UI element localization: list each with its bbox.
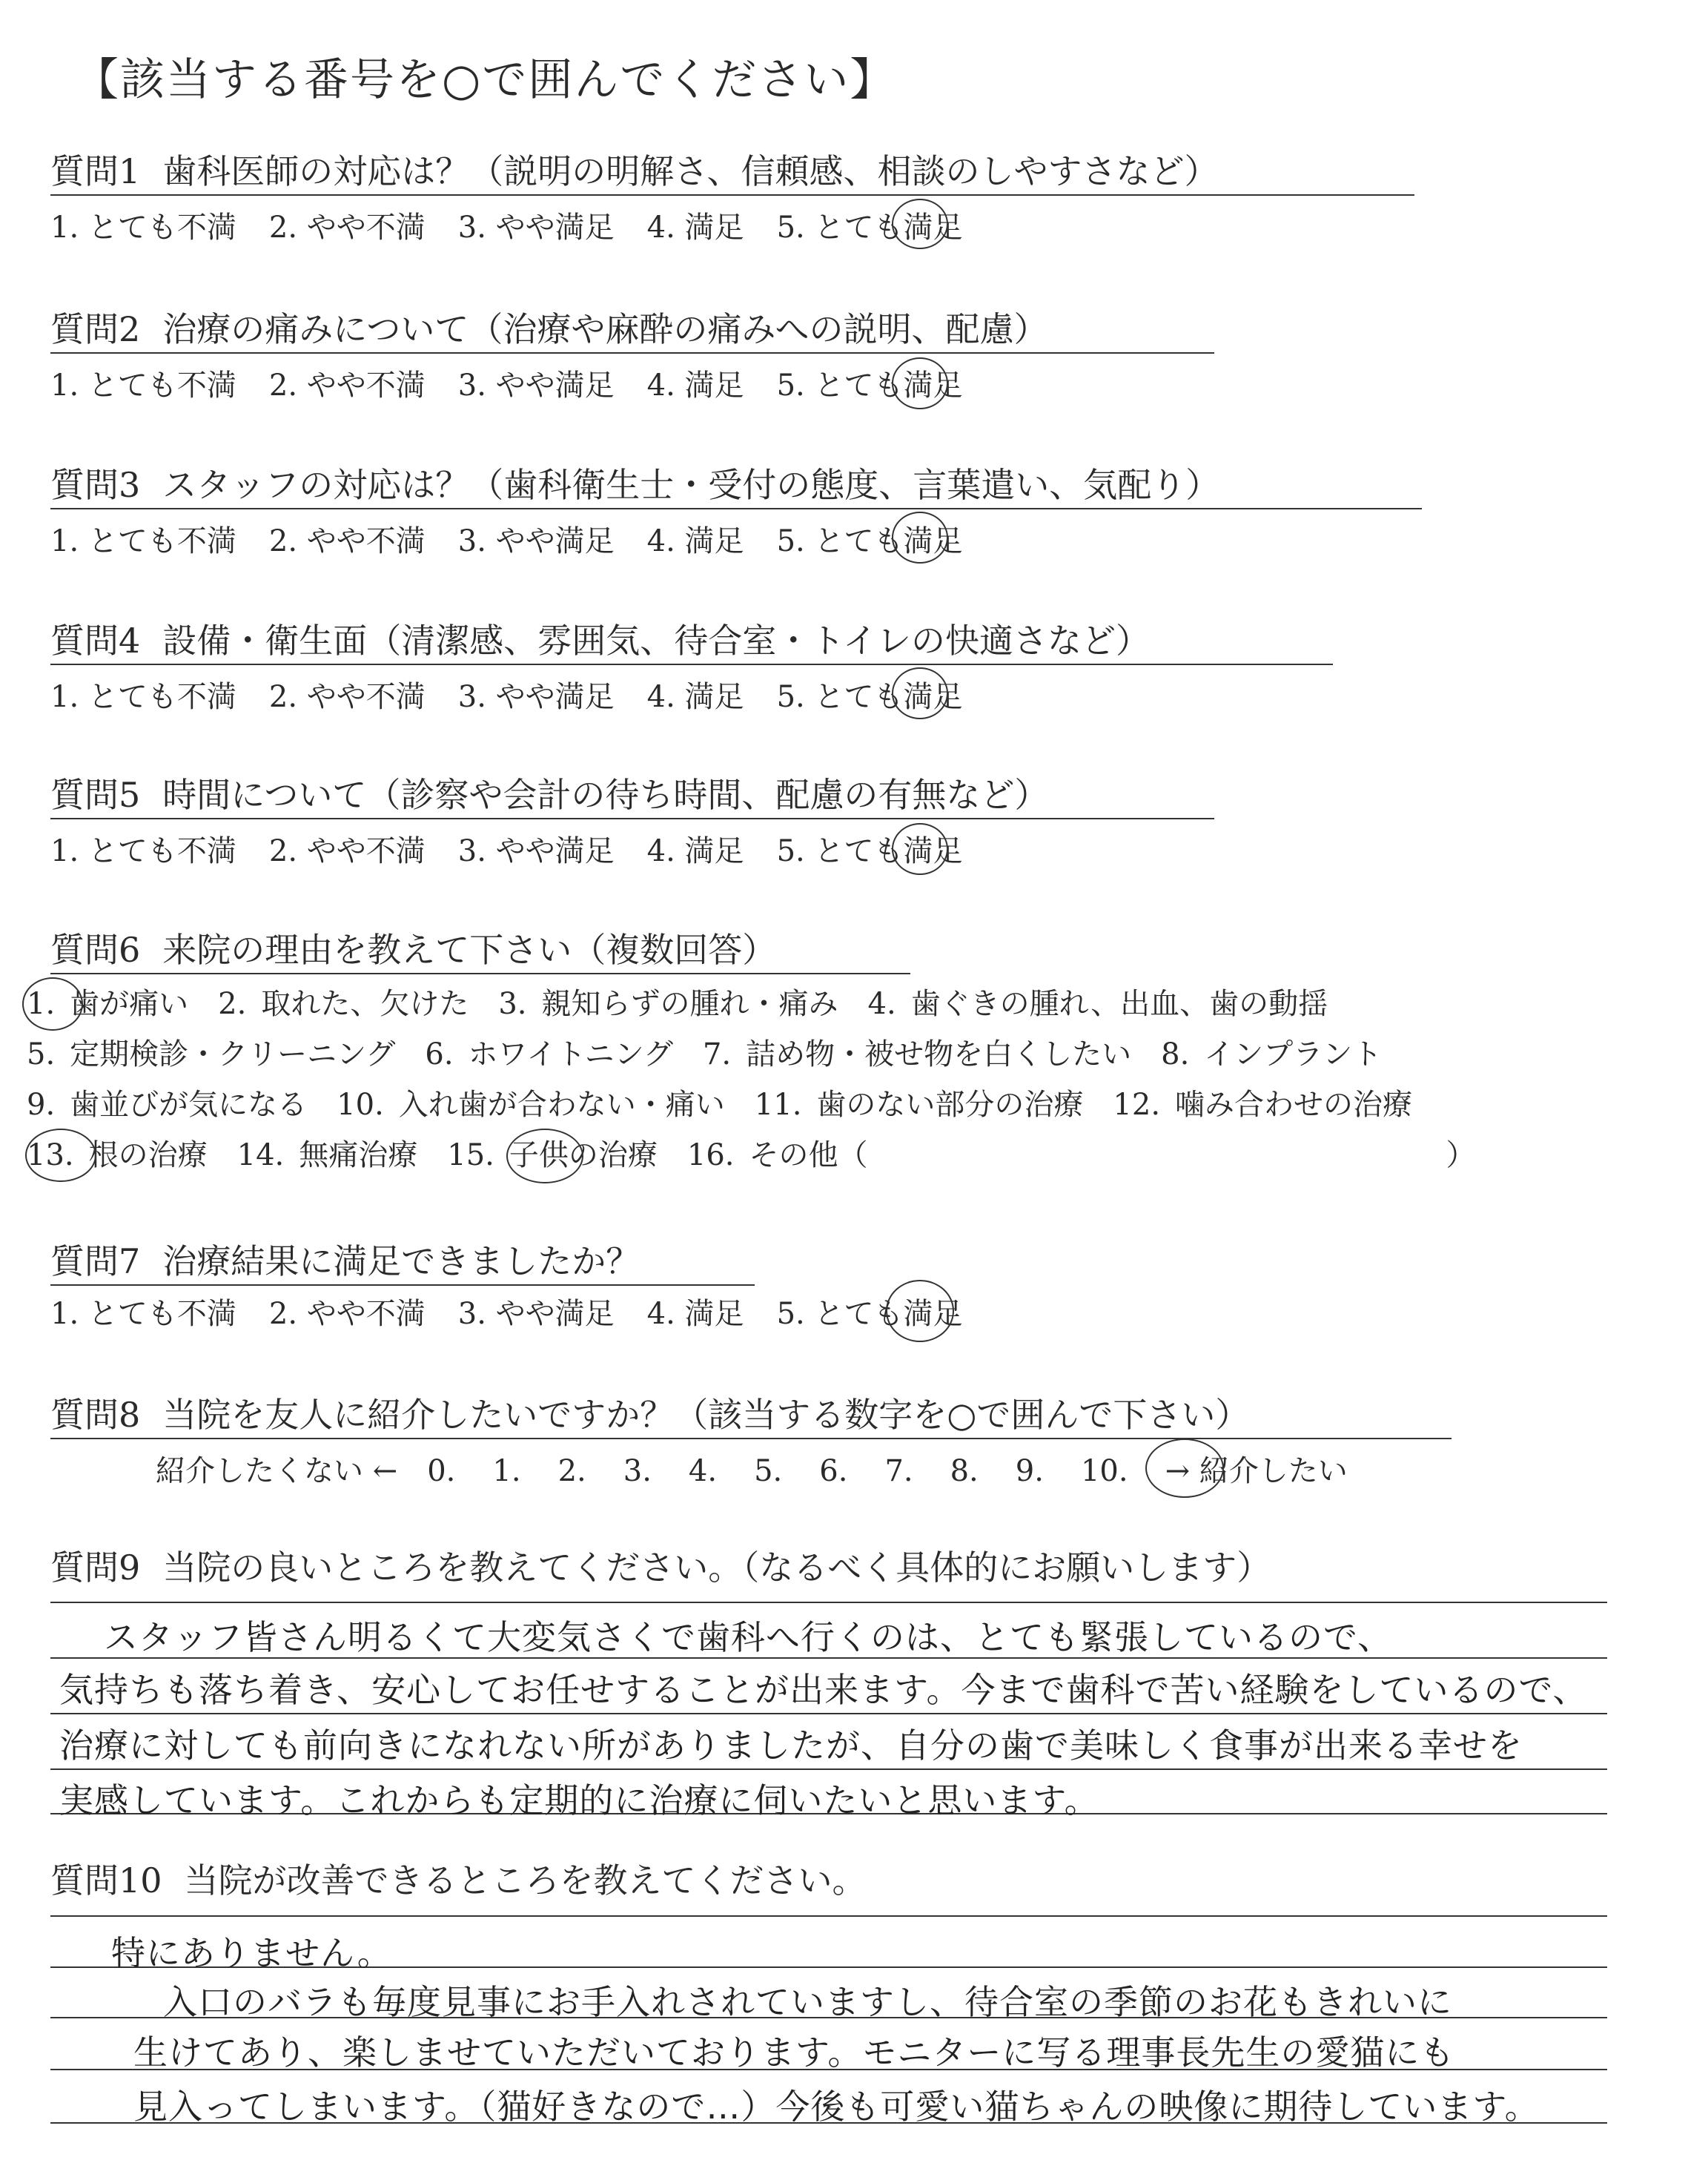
rating-options-q7	[50, 1290, 995, 1332]
reason-label[interactable]: 無痛治療	[299, 1138, 418, 1172]
reason-number[interactable]: 12.	[1113, 1088, 1161, 1122]
option-2[interactable]: 2. やや不満	[268, 834, 426, 868]
selection-circle	[1145, 1439, 1224, 1498]
reason-label[interactable]: その他（	[749, 1138, 868, 1172]
answer-text-q10-line3: 生けてあり、楽しませていただいております。モニターに写る理事長先生の愛猫にも	[133, 2032, 1455, 2073]
answer-text-q10-line1: 特にありません。	[111, 1933, 392, 1973]
option-2[interactable]: 2. やや不満	[268, 524, 426, 558]
option-2[interactable]: 2. やや不満	[268, 211, 426, 245]
scale-right-label: → 紹介したい	[1165, 1454, 1348, 1488]
scale-9[interactable]: 9.	[1015, 1454, 1044, 1488]
question-label: 質問3	[50, 465, 141, 505]
scale-5[interactable]: 5.	[754, 1454, 783, 1488]
rating-options-q4	[50, 673, 995, 716]
option-4[interactable]: 4. 満足	[646, 680, 744, 714]
question-10	[50, 1854, 867, 1903]
option-5[interactable]: 5. とても満足	[776, 369, 963, 403]
option-5[interactable]: 5. とても満足	[776, 680, 963, 714]
question-3	[50, 458, 1219, 507]
divider	[50, 664, 1333, 665]
question-label: 質問1	[50, 151, 141, 191]
reason-label[interactable]: 歯並びが気になる	[70, 1088, 308, 1122]
option-3[interactable]: 3. やや満足	[457, 524, 615, 558]
question-text: 当院の良いところを教えてください。（なるべく具体的にお願いします）	[162, 1548, 1271, 1588]
reason-number[interactable]: 13.	[27, 1138, 74, 1172]
question-9	[50, 1541, 1271, 1590]
option-3[interactable]: 3. やや満足	[457, 1297, 615, 1331]
divider	[50, 194, 1414, 196]
question-text: 当院が改善できるところを教えてください。	[184, 1860, 867, 1900]
reason-number[interactable]: 16.	[686, 1138, 735, 1172]
question-6	[50, 923, 776, 972]
question-label: 質問4	[50, 621, 141, 661]
option-5[interactable]: 5. とても満足	[776, 834, 963, 868]
divider	[50, 818, 1214, 819]
answer-text-q9-line2: 気持ちも落ち着き、安心してお任せすることが出来ます。今まで歯科で苦い経験をしているので、	[59, 1670, 1588, 1710]
answer-text-q10-line2: 入口のバラも毎度見事にお手入れされていますし、待合室の季節のお花もきれいに	[163, 1982, 1452, 2022]
reason-number[interactable]: 11.	[754, 1088, 802, 1122]
question-5	[50, 768, 1048, 817]
option-2[interactable]: 2. やや不満	[268, 680, 426, 714]
answer-text-q9-line1: スタッフ皆さん明るくて大変気さくで歯科へ行くのは、とても緊張しているので、	[104, 1617, 1393, 1657]
question-label: 質問8	[50, 1395, 141, 1435]
scale-10[interactable]: 10.	[1080, 1454, 1128, 1488]
question-7	[50, 1235, 640, 1284]
option-1[interactable]: 1. とても不満	[50, 211, 236, 245]
reasons-row-2	[27, 1031, 1411, 1073]
reason-number[interactable]: 8.	[1161, 1037, 1190, 1071]
selection-circle	[886, 1280, 954, 1342]
option-4[interactable]: 4. 満足	[646, 524, 744, 558]
question-label: 質問6	[50, 930, 141, 970]
option-4[interactable]: 4. 満足	[646, 1297, 744, 1331]
divider	[50, 1438, 1452, 1439]
answer-line	[50, 1768, 1607, 1770]
reasons-row-3	[27, 1081, 1442, 1123]
option-3[interactable]: 3. やや満足	[457, 834, 615, 868]
option-5[interactable]: 5. とても満足	[776, 524, 963, 558]
scale-3[interactable]: 3.	[623, 1454, 652, 1488]
question-text: 治療の痛みについて（治療や麻酔の痛みへの説明、配慮）	[162, 309, 1048, 349]
option-3[interactable]: 3. やや満足	[457, 680, 615, 714]
option-1[interactable]: 1. とても不満	[50, 1297, 236, 1331]
answer-line	[50, 1713, 1607, 1714]
question-label: 質問5	[50, 775, 141, 815]
reason-number[interactable]: 2.	[218, 987, 247, 1021]
option-4[interactable]: 4. 満足	[646, 834, 744, 868]
scale-0[interactable]: 0.	[427, 1454, 456, 1488]
scale-2[interactable]: 2.	[557, 1454, 586, 1488]
scale-4[interactable]: 4.	[688, 1454, 718, 1488]
reason-label[interactable]: 歯のない部分の治療	[816, 1088, 1084, 1122]
reason-label[interactable]: 入れ歯が合わない・痛い	[398, 1088, 725, 1122]
option-4[interactable]: 4. 満足	[646, 211, 744, 245]
reason-label[interactable]: 根の治療	[88, 1138, 208, 1172]
selection-circle	[892, 667, 948, 719]
reason-number[interactable]: 4.	[867, 987, 896, 1021]
scale-6[interactable]: 6.	[819, 1454, 848, 1488]
option-2[interactable]: 2. やや不満	[268, 369, 426, 403]
option-5[interactable]: 5. とても満足	[776, 1297, 963, 1331]
reason-number[interactable]: 10.	[337, 1088, 384, 1122]
reason-label[interactable]: 噛み合わせの治療	[1175, 1088, 1413, 1122]
question-label: 質問7	[50, 1241, 141, 1281]
reason-number[interactable]: 7.	[702, 1037, 732, 1071]
selection-circle	[892, 823, 948, 875]
option-1[interactable]: 1. とても不満	[50, 680, 236, 714]
question-label: 質問2	[50, 309, 141, 349]
rating-options-q3	[50, 518, 995, 560]
answer-text-q10-line4: 見入ってしまいます。（猫好きなので…）今後も可愛い猫ちゃんの映像に期待しています。	[133, 2087, 1540, 2127]
rating-options-q2	[50, 362, 995, 404]
reason-number[interactable]: 9.	[27, 1088, 56, 1122]
reason-label[interactable]: ホワイトニング	[468, 1037, 673, 1071]
reason-label[interactable]: 歯ぐきの腫れ、出血、歯の動揺	[910, 987, 1328, 1021]
reason-label[interactable]: 歯が痛い	[70, 987, 189, 1021]
reason-label[interactable]: 詰め物・被せ物を白くしたい	[746, 1037, 1132, 1071]
reason-number[interactable]: 15.	[447, 1138, 494, 1172]
reasons-row-4	[27, 1132, 1506, 1174]
option-1[interactable]: 1. とても不満	[50, 834, 236, 868]
divider	[50, 508, 1422, 509]
divider	[50, 1284, 755, 1286]
answer-text-q9-line4: 実感しています。これからも定期的に治療に伺いたいと思います。	[59, 1780, 1099, 1820]
question-4	[50, 614, 1150, 663]
question-text: 設備・衛生面（清潔感、雰囲気、待合室・トイレの快適さなど）	[162, 621, 1150, 661]
question-2	[50, 303, 1047, 351]
option-1[interactable]: 1. とても不満	[50, 369, 236, 403]
selection-circle	[506, 1129, 583, 1183]
scale-left-label: 紹介したくない ←	[156, 1454, 398, 1488]
option-3[interactable]: 3. やや満足	[457, 369, 615, 403]
reason-paren-close: ）	[1446, 1138, 1476, 1172]
question-text: 歯科医師の対応は？（説明の明解さ、信頼感、相談のしやすさなど）	[162, 151, 1219, 191]
reason-number[interactable]: 1.	[27, 987, 56, 1021]
question-text: 当院を友人に紹介したいですか？（該当する数字を○で囲んで下さい）	[162, 1395, 1250, 1435]
question-1	[50, 145, 1218, 194]
question-text: スタッフの対応は？（歯科衛生士・受付の態度、言葉遣い、気配り）	[162, 465, 1220, 505]
rating-options-q5	[50, 828, 995, 870]
page-title: 【該当する番号を○で囲んでください】	[74, 54, 896, 106]
selection-circle	[22, 977, 83, 1031]
reason-label[interactable]: 子供の治療	[509, 1138, 658, 1172]
reason-number[interactable]: 3.	[498, 987, 527, 1021]
answer-line	[50, 1915, 1607, 1917]
divider	[50, 352, 1214, 354]
selection-circle	[25, 1129, 96, 1182]
question-label: 質問10	[50, 1860, 162, 1900]
option-3[interactable]: 3. やや満足	[457, 211, 615, 245]
answer-text-q9-line3: 治療に対しても前向きになれない所がありましたが、自分の歯で美味しく食事が出来る幸せを	[59, 1725, 1523, 1766]
reason-label[interactable]: 親知らずの腫れ・痛み	[541, 987, 838, 1021]
question-label: 質問9	[50, 1548, 141, 1588]
reason-label[interactable]: 取れた、欠けた	[261, 987, 469, 1021]
question-text: 時間について（診察や会計の待ち時間、配慮の有無など）	[162, 775, 1049, 815]
scale-1[interactable]: 1.	[492, 1454, 521, 1488]
reason-number[interactable]: 14.	[236, 1138, 285, 1172]
divider	[50, 973, 910, 974]
reason-number[interactable]: 5.	[27, 1037, 56, 1071]
option-5[interactable]: 5. とても満足	[776, 211, 963, 245]
option-2[interactable]: 2. やや不満	[268, 1297, 426, 1331]
question-text: 治療結果に満足できましたか？	[162, 1241, 640, 1281]
selection-circle	[892, 199, 948, 249]
scale-8[interactable]: 8.	[950, 1454, 979, 1488]
selection-circle	[892, 512, 948, 564]
selection-circle	[892, 357, 948, 409]
reason-label[interactable]: 定期検診・クリーニング	[70, 1037, 396, 1071]
rating-options-q1	[50, 204, 995, 246]
answer-line	[50, 1602, 1607, 1603]
option-4[interactable]: 4. 満足	[646, 369, 744, 403]
question-8	[50, 1388, 1249, 1437]
option-1[interactable]: 1. とても不満	[50, 524, 236, 558]
question-text: 来院の理由を教えて下さい（複数回答）	[162, 930, 777, 970]
reasons-row-1	[27, 980, 1357, 1023]
reason-label[interactable]: インプラント	[1204, 1037, 1383, 1071]
scale-7[interactable]: 7.	[884, 1454, 913, 1488]
reason-number[interactable]: 6.	[425, 1037, 454, 1071]
